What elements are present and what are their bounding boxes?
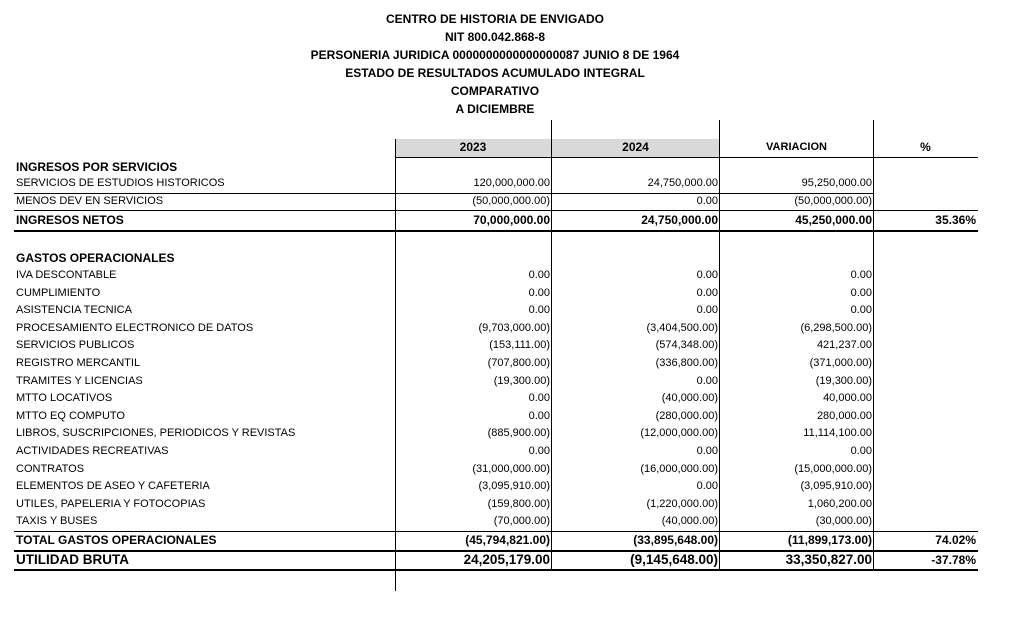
value-variation: (371,000.00) <box>809 357 872 369</box>
header-rule <box>395 157 978 158</box>
value-variation: (6,298,500.00) <box>800 322 872 334</box>
value-variation: 0.00 <box>850 445 872 457</box>
row-label: TRAMITES Y LICENCIAS <box>16 375 143 387</box>
row-label: TAXIS Y BUSES <box>16 515 98 527</box>
value-2023: 0.00 <box>528 287 550 299</box>
report-subtitle: COMPARATIVO <box>450 84 540 98</box>
value-2024: 0.00 <box>696 269 718 281</box>
value-2023: (31,000,000.00) <box>472 463 550 475</box>
value-2023: (707,800.00) <box>487 357 550 369</box>
value-2023: (159,800.00) <box>487 498 550 510</box>
value-2023: (885,900.00) <box>487 427 550 439</box>
column-header-2023: 2023 <box>459 140 487 154</box>
value-2024: (9,145,648.00) <box>630 552 718 567</box>
row-rule <box>14 531 978 532</box>
value-2024: 0.00 <box>696 445 718 457</box>
value-2023: (45,794,821.00) <box>465 533 550 547</box>
row-label: SERVICIOS DE ESTUDIOS HISTORICOS <box>16 177 225 189</box>
value-2023: 0.00 <box>528 304 550 316</box>
row-rule <box>14 210 978 211</box>
total-rule <box>14 569 978 571</box>
value-2024: (12,000,000.00) <box>640 427 718 439</box>
column-divider <box>395 139 396 591</box>
column-header-2024: 2024 <box>622 140 649 154</box>
value-variation: (19,300.00) <box>815 375 872 387</box>
value-2024: (1,220,000.00) <box>646 498 718 510</box>
value-variation: (15,000,000.00) <box>794 463 872 475</box>
row-label: UTILIDAD BRUTA <box>16 552 129 567</box>
value-2024: (40,000.00) <box>661 392 718 404</box>
row-label: MENOS DEV EN SERVICIOS <box>16 195 164 207</box>
column-header-percent: % <box>920 140 931 154</box>
value-variation: 0.00 <box>850 287 872 299</box>
value-2024: (574,348.00) <box>655 339 718 351</box>
report-entity-name: CENTRO DE HISTORIA DE ENVIGADO <box>385 12 605 26</box>
value-2024: 0.00 <box>696 287 718 299</box>
value-variation: (3,095,910.00) <box>800 480 872 492</box>
row-label: PROCESAMIENTO ELECTRONICO DE DATOS <box>16 322 254 334</box>
report-legal-status: PERSONERIA JURIDICA 0000000000000000087 JUNIO 8 DE 1964 <box>310 48 680 62</box>
value-2023: 0.00 <box>528 445 550 457</box>
section-title-income: INGRESOS POR SERVICIOS <box>16 160 178 174</box>
value-variation: 95,250,000.00 <box>801 177 872 189</box>
value-2023: (70,000.00) <box>493 515 550 527</box>
value-percent: 74.02% <box>935 533 976 547</box>
report-nit: NIT 800.042.868-8 <box>444 30 546 44</box>
value-2024: (336,800.00) <box>655 357 718 369</box>
value-variation: 11,114,100.00 <box>803 427 872 439</box>
row-label: INGRESOS NETOS <box>16 213 124 227</box>
value-2024: (280,000.00) <box>655 410 718 422</box>
value-2024: 0.00 <box>696 375 718 387</box>
column-divider <box>551 120 552 571</box>
row-label: MTTO LOCATIVOS <box>16 392 113 404</box>
value-2023: (19,300.00) <box>493 375 550 387</box>
value-2023: 0.00 <box>528 392 550 404</box>
row-label: LIBROS, SUSCRIPCIONES, PERIODICOS Y REVISTAS <box>16 427 296 439</box>
row-label: IVA DESCONTABLE <box>16 269 117 281</box>
value-variation: 33,350,827.00 <box>785 552 872 567</box>
value-variation: (30,000.00) <box>815 515 872 527</box>
value-2024: 0.00 <box>696 195 718 207</box>
value-variation: 1,060,200.00 <box>807 498 872 510</box>
report-title: ESTADO DE RESULTADOS ACUMULADO INTEGRAL <box>345 66 645 80</box>
value-percent: 35.36% <box>935 213 976 227</box>
value-2023: (153,111.00) <box>489 339 550 351</box>
row-label: TOTAL GASTOS OPERACIONALES <box>16 533 217 547</box>
value-variation: 45,250,000.00 <box>795 213 872 227</box>
value-2024: (40,000.00) <box>661 515 718 527</box>
value-percent: -37.78% <box>931 553 976 567</box>
value-2024: (33,895,648.00) <box>633 533 718 547</box>
total-rule <box>14 230 978 232</box>
value-2023: 0.00 <box>528 410 550 422</box>
value-variation: 0.00 <box>850 304 872 316</box>
value-variation: 280,000.00 <box>816 410 872 422</box>
row-label: ELEMENTOS DE ASEO Y CAFETERIA <box>16 480 210 492</box>
value-2023: (3,095,910.00) <box>478 480 550 492</box>
value-variation: 0.00 <box>850 269 872 281</box>
row-label: UTILES, PAPELERIA Y FOTOCOPIAS <box>16 498 206 510</box>
row-label: CUMPLIMIENTO <box>16 287 101 299</box>
row-label: MTTO EQ COMPUTO <box>16 410 125 422</box>
value-2023: (50,000,000.00) <box>472 195 550 207</box>
value-2024: (3,404,500.00) <box>646 322 718 334</box>
value-2023: 70,000,000.00 <box>473 213 550 227</box>
value-2024: 0.00 <box>696 480 718 492</box>
value-variation: 40,000.00 <box>823 392 872 404</box>
value-2023: 120,000,000.00 <box>473 177 550 189</box>
value-variation: (11,899,173.00) <box>787 533 872 547</box>
value-variation: 421,237.00 <box>816 339 872 351</box>
column-header-variation: VARIACION <box>766 141 827 153</box>
report-period: A DICIEMBRE <box>455 102 535 116</box>
value-variation: (50,000,000.00) <box>794 195 872 207</box>
row-label: CONTRATOS <box>16 463 85 475</box>
column-divider <box>873 120 874 571</box>
value-2023: 0.00 <box>528 269 550 281</box>
value-2024: 24,750,000.00 <box>647 177 718 189</box>
section-title-expenses: GASTOS OPERACIONALES <box>16 251 175 265</box>
value-2024: (16,000,000.00) <box>640 463 718 475</box>
row-label: REGISTRO MERCANTIL <box>16 357 141 369</box>
column-divider <box>719 120 720 571</box>
value-2023: (9,703,000.00) <box>478 322 550 334</box>
value-2024: 24,750,000.00 <box>641 213 718 227</box>
row-label: ACTIVIDADES RECREATIVAS <box>16 445 169 457</box>
row-rule <box>14 193 874 194</box>
value-2023: 24,205,179.00 <box>463 552 550 567</box>
value-2024: 0.00 <box>696 304 718 316</box>
row-label: SERVICIOS PUBLICOS <box>16 339 135 351</box>
row-label: ASISTENCIA TECNICA <box>16 304 132 316</box>
